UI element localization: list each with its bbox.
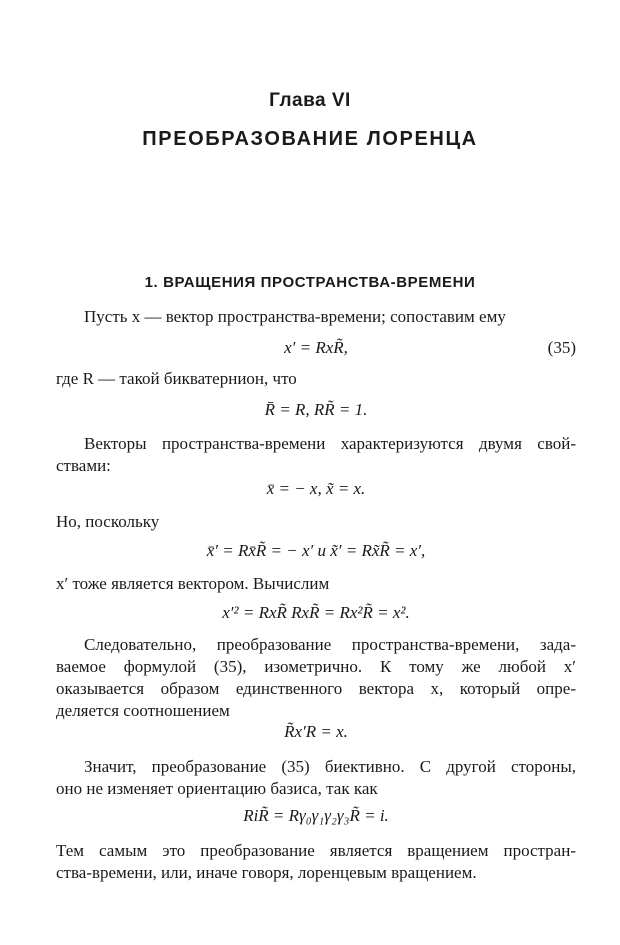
paragraph-1-line: Пусть x — вектор пространства-времени; сопоставим ему (84, 307, 506, 326)
paragraph-4 (56, 511, 576, 533)
paragraph-4-line: Но, поскольку (56, 512, 160, 531)
paragraph-8 (56, 840, 576, 884)
paragraph-5-line: x′ тоже является вектором. Вычислим (56, 574, 330, 593)
formula-4: x̄′ = Rx̄R̃ = − x′ и x̃′ = Rx̃R̃ = x′, (206, 541, 426, 560)
paragraph-6-line-4: деляется соотношением (56, 701, 230, 720)
chapter-number: Глава VI (269, 90, 351, 111)
formula-35 (56, 338, 576, 358)
chapter-title: ПРЕОБРАЗОВАНИЕ ЛОРЕНЦА (142, 128, 478, 150)
formula-5: x′² = RxR̃ RxR̃ = Rx²R̃ = x². (222, 603, 410, 622)
paragraph-7-line-2: оно не изменяет ориентацию базиса, так как (56, 779, 378, 798)
paragraph-5 (56, 573, 576, 595)
paragraph-6-line-2: ваемое формулой (35), изометрично. К тому же любой x′ (56, 657, 576, 676)
section-title: 1. ВРАЩЕНИЯ ПРОСТРАНСТВА-ВРЕМЕНИ (144, 274, 476, 291)
paragraph-6-line-3: оказывается образом единственного вектора x, который опре- (56, 679, 576, 698)
formula-6: R̃x′R = x. (284, 722, 348, 741)
paragraph-3-line-1: Векторы пространства-времени характеризуются двумя свой- (84, 434, 576, 453)
paragraph-2 (56, 368, 576, 390)
paragraph-2-line: где R — такой бикватернион, что (56, 369, 297, 388)
formula-3: x̄ = − x, x̃ = x. (266, 479, 366, 498)
formula-7: RiR̃ = Rγ₀γ₁γ₂γ₃R̃ = i. (243, 806, 389, 825)
paragraph-8-line-2: ства-времени, или, иначе говоря, лоренцевым вращением. (56, 863, 477, 882)
paragraph-8-line-1: Тем самым это преобразование является вращением простран- (56, 841, 576, 860)
paragraph-6-line-1: Следовательно, преобразование пространства-времени, зада- (84, 635, 576, 654)
paragraph-3-line-2: ствами: (56, 456, 111, 475)
equation-number: (35) (547, 338, 576, 357)
paragraph-7 (56, 756, 576, 800)
paragraph-3 (56, 433, 576, 477)
formula-35-expr: x′ = RxR̃, (284, 338, 348, 357)
formula-2: R̄ = R, RR̃ = 1. (264, 400, 368, 419)
paragraph-7-line-1: Значит, преобразование (35) биективно. С другой стороны, (84, 757, 576, 776)
paragraph-6 (56, 634, 576, 722)
paragraph-1 (56, 306, 576, 328)
